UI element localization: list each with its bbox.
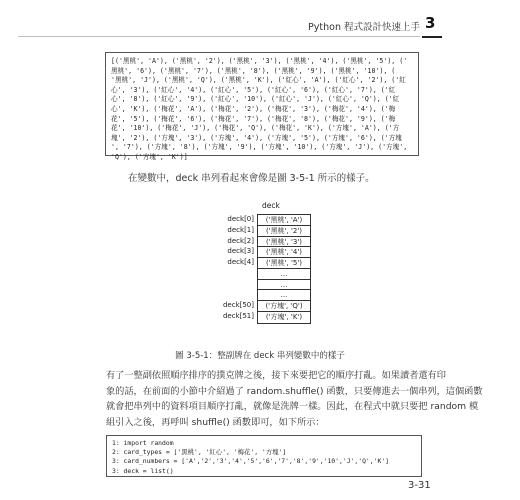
output-line: [('黑桃', 'A'), ('黑桃', '2'), ('黑桃', '3'), ('黑桃', '4'), ('黑桃', '5'), (' <box>111 57 408 65</box>
deck-index-label <box>198 268 254 279</box>
output-line: 心', 'K'), ('梅花', 'A'), ('梅花', '2'), ('梅花', '3'), ('梅花', '4'), ('梅 <box>111 104 396 113</box>
output-line: '黑桃', 'J'), ('黑桃', 'Q'), ('黑桃', 'K'), ('紅心', 'A'), ('紅心', '2'), ('紅 <box>111 76 406 85</box>
deck-cell: ('黑桃', 'A') <box>258 215 310 226</box>
output-line: 心', '3'), ('紅心', '4'), ('紅心', '5'), ('紅心', '6'), ('紅心', '7'), ('紅 <box>111 85 396 94</box>
deck-index-label: deck[2] <box>227 236 254 245</box>
body-paragraph <box>106 368 483 430</box>
deck-cell: ('方塊', 'K') <box>265 312 303 321</box>
output-line: 黑桃', '6'), ('黑桃', '7'), ('黑桃', '8'), ('黑桃', '9'), ('黑桃', '10'), ( <box>111 66 396 75</box>
paragraph-line: 象的話，在前面的小節中介紹過了 random.shuffle() 函數，只要傳進去一個串列，這個函數 <box>106 385 483 397</box>
paragraph-line: 就會把串列中的資料項目順序打亂，就像是洗牌一樣。因此，在程式中就只要把 random 模 <box>106 401 479 412</box>
output-line: 心', '8'), ('紅心', '9'), ('紅心', '10'), ('紅心', 'J'), ('紅心', 'Q'), ('紅 <box>111 95 400 104</box>
code-line: 2: card_types = ['黑桃', '紅心', '梅花', '方塊'] <box>112 448 287 457</box>
output-line: 花', '5'), ('梅花', '6'), ('梅花', '7'), ('梅花', '8'), ('梅花', '9'), ('梅 <box>111 114 396 123</box>
deck-cell: ('黑桃', '2') <box>258 226 310 237</box>
code-line: 3: deck = list() <box>112 466 174 475</box>
page-number: 3-31 <box>408 480 431 491</box>
diagram-title: deck <box>262 201 280 210</box>
deck-index-label <box>198 279 254 290</box>
paragraph-line: 有了一整副依照順序排序的撲克牌之後，接下來要把它的順序打亂。如果讀者還有印 <box>106 370 446 381</box>
deck-index-label: deck[1] <box>227 225 254 234</box>
deck-cell: ('黑桃', '5') <box>258 258 310 269</box>
deck-cell: ('方塊', 'Q') <box>258 301 310 312</box>
deck-index-label: deck[3] <box>227 247 254 256</box>
output-line: ', '7'), ('方塊', '8'), ('方塊', '9'), ('方塊', '10'), ('方塊', 'J'), ('方塊', <box>111 143 408 152</box>
deck-index-label: deck[50] <box>222 301 254 309</box>
figure-caption: 圖 3-5-1：整副牌在 deck 串列變數中的樣子 <box>175 351 345 361</box>
deck-index-label: deck[4] <box>227 258 254 266</box>
deck-cell: ('黑桃', '4') <box>258 247 310 258</box>
paragraph-line: 組引入之後，再呼叫 shuffle() 函數即可，如下所示： <box>106 416 325 428</box>
chapter-underline <box>422 36 442 38</box>
header-rule <box>18 36 420 37</box>
output-line: 'Q'), ('方塊', 'K')] <box>111 152 188 161</box>
deck-index-label: deck[51] <box>222 311 254 320</box>
code-line: 1: import random <box>112 439 174 447</box>
deck-array-diagram <box>257 214 311 324</box>
intro-paragraph: 在變數中，deck 串列看起來會像是圖 3-5-1 所示的樣子。 <box>128 173 375 184</box>
deck-cell: ... <box>258 280 310 291</box>
deck-index-label <box>198 289 254 300</box>
output-box <box>105 52 419 161</box>
output-line: 花', '10'), ('梅花', 'J'), ('梅花', 'Q'), ('梅花', 'K'), ('方塊', 'A'), ('方 <box>111 124 400 133</box>
code-listing <box>106 435 422 477</box>
deck-index-labels <box>198 214 254 322</box>
deck-index-label: deck[0] <box>227 215 254 223</box>
book-title: Python 程式設計快速上手 <box>308 22 420 33</box>
deck-cell: ('黑桃', '3') <box>258 237 310 248</box>
chapter-number: 3 <box>425 14 436 32</box>
deck-cell: ... <box>258 269 310 280</box>
output-line: 塊', '2'), ('方塊', '3'), ('方塊', '4'), ('方塊', '5'), ('方塊', '6'), ('方塊 <box>111 133 402 142</box>
code-line: 3: card_numbers = ['A','2','3','4','5','6','7','8','9','10','J','Q','K'] <box>112 457 390 466</box>
deck-cell: ... <box>258 290 310 301</box>
